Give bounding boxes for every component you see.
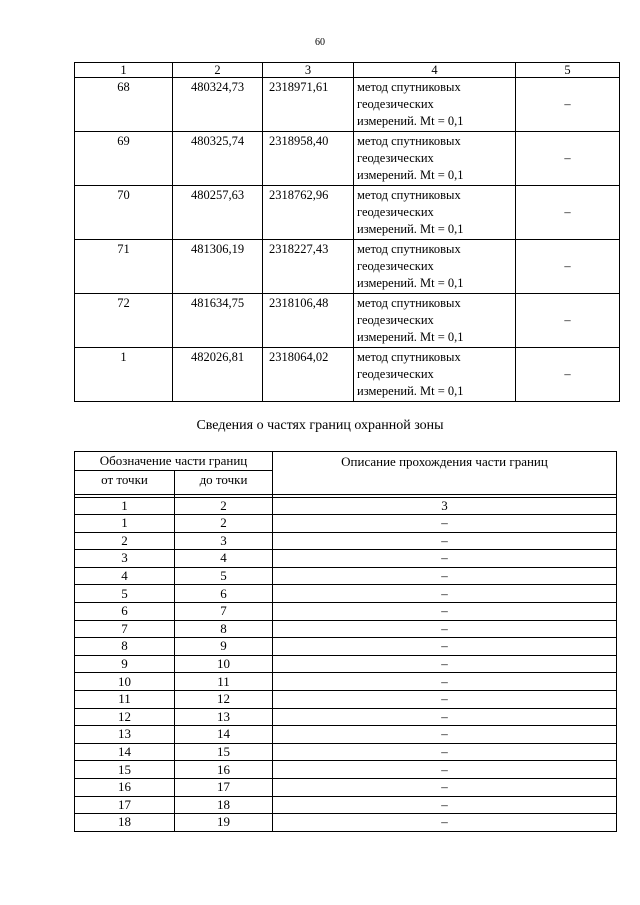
coordinates-row xyxy=(75,132,620,186)
description-cell: – xyxy=(273,620,617,638)
to-point-cell: 19 xyxy=(175,814,273,832)
method-cell xyxy=(354,348,516,402)
column-number-5: 5 xyxy=(516,63,620,78)
method-line: геодезических xyxy=(357,151,434,165)
from-point-cell: 17 xyxy=(75,796,175,814)
from-point-cell: 15 xyxy=(75,761,175,779)
boundary-part-row xyxy=(75,796,617,814)
from-point-cell: 11 xyxy=(75,690,175,708)
to-point-cell: 16 xyxy=(175,761,273,779)
from-point-cell: 18 xyxy=(75,814,175,832)
description-cell: – xyxy=(273,761,617,779)
x-coordinate-cell: 480257,63 xyxy=(173,186,263,240)
to-point-cell: 3 xyxy=(175,532,273,550)
method-line: метод спутниковых xyxy=(357,188,461,202)
from-point-cell: 13 xyxy=(75,726,175,744)
description-cell: – xyxy=(273,690,617,708)
from-point-cell: 6 xyxy=(75,602,175,620)
method-line: метод спутниковых xyxy=(357,350,461,364)
point-number-cell: 72 xyxy=(75,294,173,348)
column-number-4: 4 xyxy=(354,63,516,78)
parts-header-row xyxy=(75,452,617,471)
parts-column-number-1: 1 xyxy=(75,498,175,515)
description-cell: – xyxy=(273,515,617,533)
column-number-3: 3 xyxy=(263,63,354,78)
method-line: геодезических xyxy=(357,205,434,219)
from-point-cell: 3 xyxy=(75,550,175,568)
method-line: метод спутниковых xyxy=(357,242,461,256)
description-cell: – xyxy=(273,532,617,550)
method-line: измерений. Mt = 0,1 xyxy=(357,276,464,290)
description-cell: – xyxy=(273,673,617,691)
boundary-part-row xyxy=(75,708,617,726)
header-part-description: Описание прохождения части границ xyxy=(273,452,617,495)
parts-column-number-3: 3 xyxy=(273,498,617,515)
y-coordinate-cell: 2318106,48 xyxy=(263,294,354,348)
section-title: Сведения о частях границ охранной зоны xyxy=(196,418,444,433)
column-5-cell: – xyxy=(516,294,620,348)
coordinates-header-row xyxy=(75,63,620,78)
from-point-cell: 12 xyxy=(75,708,175,726)
method-line: измерений. Mt = 0,1 xyxy=(357,330,464,344)
boundary-part-row xyxy=(75,638,617,656)
from-point-cell: 1 xyxy=(75,515,175,533)
header-from-point: от точки xyxy=(75,471,175,495)
x-coordinate-cell: 481306,19 xyxy=(173,240,263,294)
boundary-part-row xyxy=(75,550,617,568)
method-cell xyxy=(354,78,516,132)
x-coordinate-cell: 482026,81 xyxy=(173,348,263,402)
boundary-part-row xyxy=(75,515,617,533)
column-number-1: 1 xyxy=(75,63,173,78)
method-line: метод спутниковых xyxy=(357,296,461,310)
column-5-cell: – xyxy=(516,78,620,132)
method-line: геодезических xyxy=(357,97,434,111)
y-coordinate-cell: 2318958,40 xyxy=(263,132,354,186)
to-point-cell: 13 xyxy=(175,708,273,726)
boundary-part-row xyxy=(75,673,617,691)
method-cell xyxy=(354,294,516,348)
to-point-cell: 6 xyxy=(175,585,273,603)
point-number-cell: 70 xyxy=(75,186,173,240)
column-5-cell: – xyxy=(516,186,620,240)
coordinates-row xyxy=(75,348,620,402)
method-line: метод спутниковых xyxy=(357,134,461,148)
description-cell: – xyxy=(273,550,617,568)
coordinates-table xyxy=(74,62,620,402)
method-line: геодезических xyxy=(357,367,434,381)
coordinates-row xyxy=(75,294,620,348)
point-number-cell: 69 xyxy=(75,132,173,186)
to-point-cell: 11 xyxy=(175,673,273,691)
boundary-part-row xyxy=(75,532,617,550)
x-coordinate-cell: 481634,75 xyxy=(173,294,263,348)
description-cell: – xyxy=(273,796,617,814)
y-coordinate-cell: 2318227,43 xyxy=(263,240,354,294)
from-point-cell: 8 xyxy=(75,638,175,656)
boundary-part-row xyxy=(75,620,617,638)
boundary-part-row xyxy=(75,814,617,832)
x-coordinate-cell: 480325,74 xyxy=(173,132,263,186)
boundary-part-row xyxy=(75,655,617,673)
boundary-part-row xyxy=(75,602,617,620)
method-line: геодезических xyxy=(357,259,434,273)
to-point-cell: 5 xyxy=(175,567,273,585)
to-point-cell: 15 xyxy=(175,743,273,761)
from-point-cell: 5 xyxy=(75,585,175,603)
description-cell: – xyxy=(273,585,617,603)
from-point-cell: 7 xyxy=(75,620,175,638)
to-point-cell: 9 xyxy=(175,638,273,656)
description-cell: – xyxy=(273,602,617,620)
coordinates-row xyxy=(75,78,620,132)
method-cell xyxy=(354,132,516,186)
column-5-cell: – xyxy=(516,240,620,294)
point-number-cell: 1 xyxy=(75,348,173,402)
y-coordinate-cell: 2318064,02 xyxy=(263,348,354,402)
y-coordinate-cell: 2318971,61 xyxy=(263,78,354,132)
page-number: 60 xyxy=(315,37,325,48)
from-point-cell: 4 xyxy=(75,567,175,585)
to-point-cell: 4 xyxy=(175,550,273,568)
to-point-cell: 12 xyxy=(175,690,273,708)
parts-column-number-2: 2 xyxy=(175,498,273,515)
x-coordinate-cell: 480324,73 xyxy=(173,78,263,132)
header-part-designation: Обозначение части границ xyxy=(75,452,273,471)
boundary-part-row xyxy=(75,761,617,779)
header-to-point: до точки xyxy=(175,471,273,495)
description-cell: – xyxy=(273,567,617,585)
from-point-cell: 10 xyxy=(75,673,175,691)
description-cell: – xyxy=(273,743,617,761)
description-cell: – xyxy=(273,638,617,656)
method-cell xyxy=(354,240,516,294)
from-point-cell: 16 xyxy=(75,778,175,796)
to-point-cell: 2 xyxy=(175,515,273,533)
method-line: измерений. Mt = 0,1 xyxy=(357,168,464,182)
method-cell xyxy=(354,186,516,240)
method-line: измерений. Mt = 0,1 xyxy=(357,384,464,398)
column-number-2: 2 xyxy=(173,63,263,78)
boundary-part-row xyxy=(75,567,617,585)
method-line: геодезических xyxy=(357,313,434,327)
point-number-cell: 71 xyxy=(75,240,173,294)
to-point-cell: 17 xyxy=(175,778,273,796)
parts-column-numbers-row xyxy=(75,498,617,515)
coordinates-row xyxy=(75,186,620,240)
to-point-cell: 7 xyxy=(175,602,273,620)
from-point-cell: 14 xyxy=(75,743,175,761)
boundary-part-row xyxy=(75,778,617,796)
boundary-parts-table xyxy=(74,451,617,832)
description-cell: – xyxy=(273,726,617,744)
description-cell: – xyxy=(273,708,617,726)
boundary-part-row xyxy=(75,726,617,744)
to-point-cell: 14 xyxy=(175,726,273,744)
method-line: измерений. Mt = 0,1 xyxy=(357,114,464,128)
y-coordinate-cell: 2318762,96 xyxy=(263,186,354,240)
boundary-part-row xyxy=(75,690,617,708)
coordinates-row xyxy=(75,240,620,294)
description-cell: – xyxy=(273,778,617,796)
description-cell: – xyxy=(273,814,617,832)
point-number-cell: 68 xyxy=(75,78,173,132)
from-point-cell: 9 xyxy=(75,655,175,673)
boundary-part-row xyxy=(75,743,617,761)
to-point-cell: 8 xyxy=(175,620,273,638)
to-point-cell: 10 xyxy=(175,655,273,673)
description-cell: – xyxy=(273,655,617,673)
column-5-cell: – xyxy=(516,348,620,402)
from-point-cell: 2 xyxy=(75,532,175,550)
method-line: метод спутниковых xyxy=(357,80,461,94)
to-point-cell: 18 xyxy=(175,796,273,814)
method-line: измерений. Mt = 0,1 xyxy=(357,222,464,236)
column-5-cell: – xyxy=(516,132,620,186)
boundary-part-row xyxy=(75,585,617,603)
